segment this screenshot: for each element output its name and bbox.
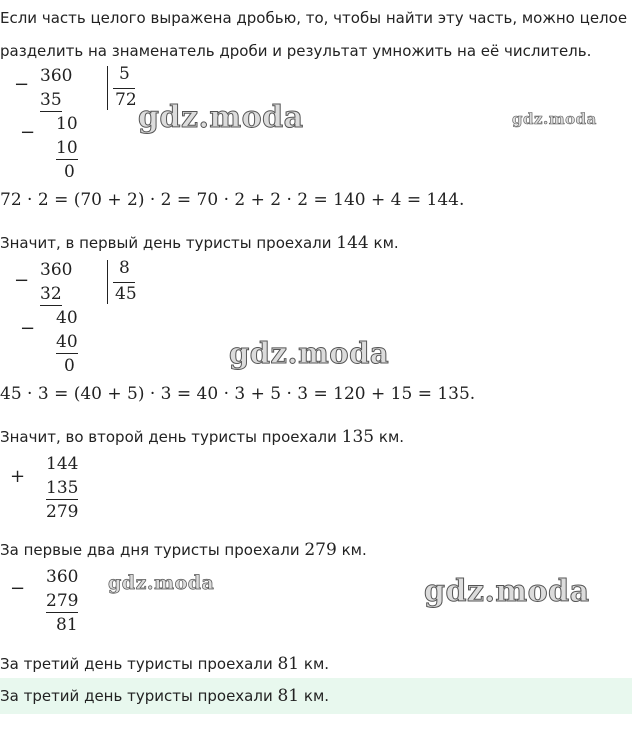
quotient: 72	[115, 90, 137, 110]
watermark: gdz.moda	[512, 110, 597, 128]
watermark: gdz.moda	[229, 336, 390, 370]
watermark: gdz.moda	[108, 572, 215, 594]
subtrahend-1: 32	[40, 284, 62, 304]
answer-sentence	[0, 686, 329, 706]
divisor: 8	[119, 258, 130, 278]
remainder-final: 0	[64, 162, 75, 182]
day1-text: Значит, в первый день туристы проехали	[0, 234, 337, 252]
day1-unit: км.	[368, 234, 399, 252]
day1-sentence	[0, 233, 399, 253]
day2-text: Значит, во второй день туристы проехали	[0, 428, 342, 446]
minus-sign: −	[20, 318, 36, 339]
day1-value: 144	[336, 233, 369, 253]
two-days-value: 279	[304, 540, 337, 560]
minus-sign: −	[14, 74, 30, 95]
remainder-1: 40	[56, 308, 78, 328]
subtrahend-2: 40	[56, 332, 78, 352]
answer-unit: км.	[299, 687, 330, 705]
subtrahend-1: 35	[40, 90, 62, 110]
minus-sign: −	[20, 122, 36, 143]
minus-sign: −	[14, 270, 30, 291]
division-bar	[107, 66, 108, 110]
dividend: 360	[40, 260, 73, 280]
day3-unit: км.	[299, 655, 330, 673]
plus-sign: +	[10, 466, 26, 487]
minuend: 360	[46, 567, 79, 587]
answer-box	[0, 678, 632, 714]
subtrahend-2: 10	[56, 138, 78, 158]
answer-value: 81	[277, 686, 300, 706]
addend-1: 144	[46, 454, 79, 474]
difference: 81	[56, 615, 78, 635]
remainder-final: 0	[64, 356, 75, 376]
answer-text: За третий день туристы проехали	[0, 687, 278, 705]
two-days-unit: км.	[336, 541, 367, 559]
two-days-text: За первые два дня туристы проехали	[0, 541, 305, 559]
day3-sentence	[0, 654, 329, 674]
watermark: gdz.moda	[138, 100, 304, 135]
division-bar	[107, 260, 108, 304]
two-days-sentence	[0, 540, 367, 560]
day2-sentence	[0, 427, 404, 447]
day2-unit: км.	[374, 428, 405, 446]
sum: 279	[46, 502, 79, 522]
remainder-1: 10	[56, 114, 78, 134]
day2-value: 135	[341, 427, 375, 447]
intro-line-1: Если часть целого выражена дробью, то, чтобы найти эту часть, можно целое	[0, 9, 628, 27]
dividend: 360	[40, 66, 73, 86]
intro-line-2: разделить на знаменатель дроби и результат умножить на её числитель.	[0, 42, 592, 60]
multiplication-1: 72 · 2 = (70 + 2) · 2 = 70 · 2 + 2 · 2 = 140 + 4 = 144.	[0, 190, 465, 210]
multiplication-2: 45 · 3 = (40 + 5) · 3 = 40 · 3 + 5 · 3 = 120 + 15 = 135.	[0, 384, 476, 404]
quotient: 45	[115, 284, 137, 304]
watermark: gdz.moda	[424, 574, 590, 609]
minus-sign: −	[10, 578, 26, 599]
addend-2: 135	[46, 478, 79, 498]
subtrahend: 279	[46, 591, 79, 611]
divisor: 5	[119, 64, 130, 84]
day3-text: За третий день туристы проехали	[0, 655, 278, 673]
day3-value: 81	[277, 654, 300, 674]
